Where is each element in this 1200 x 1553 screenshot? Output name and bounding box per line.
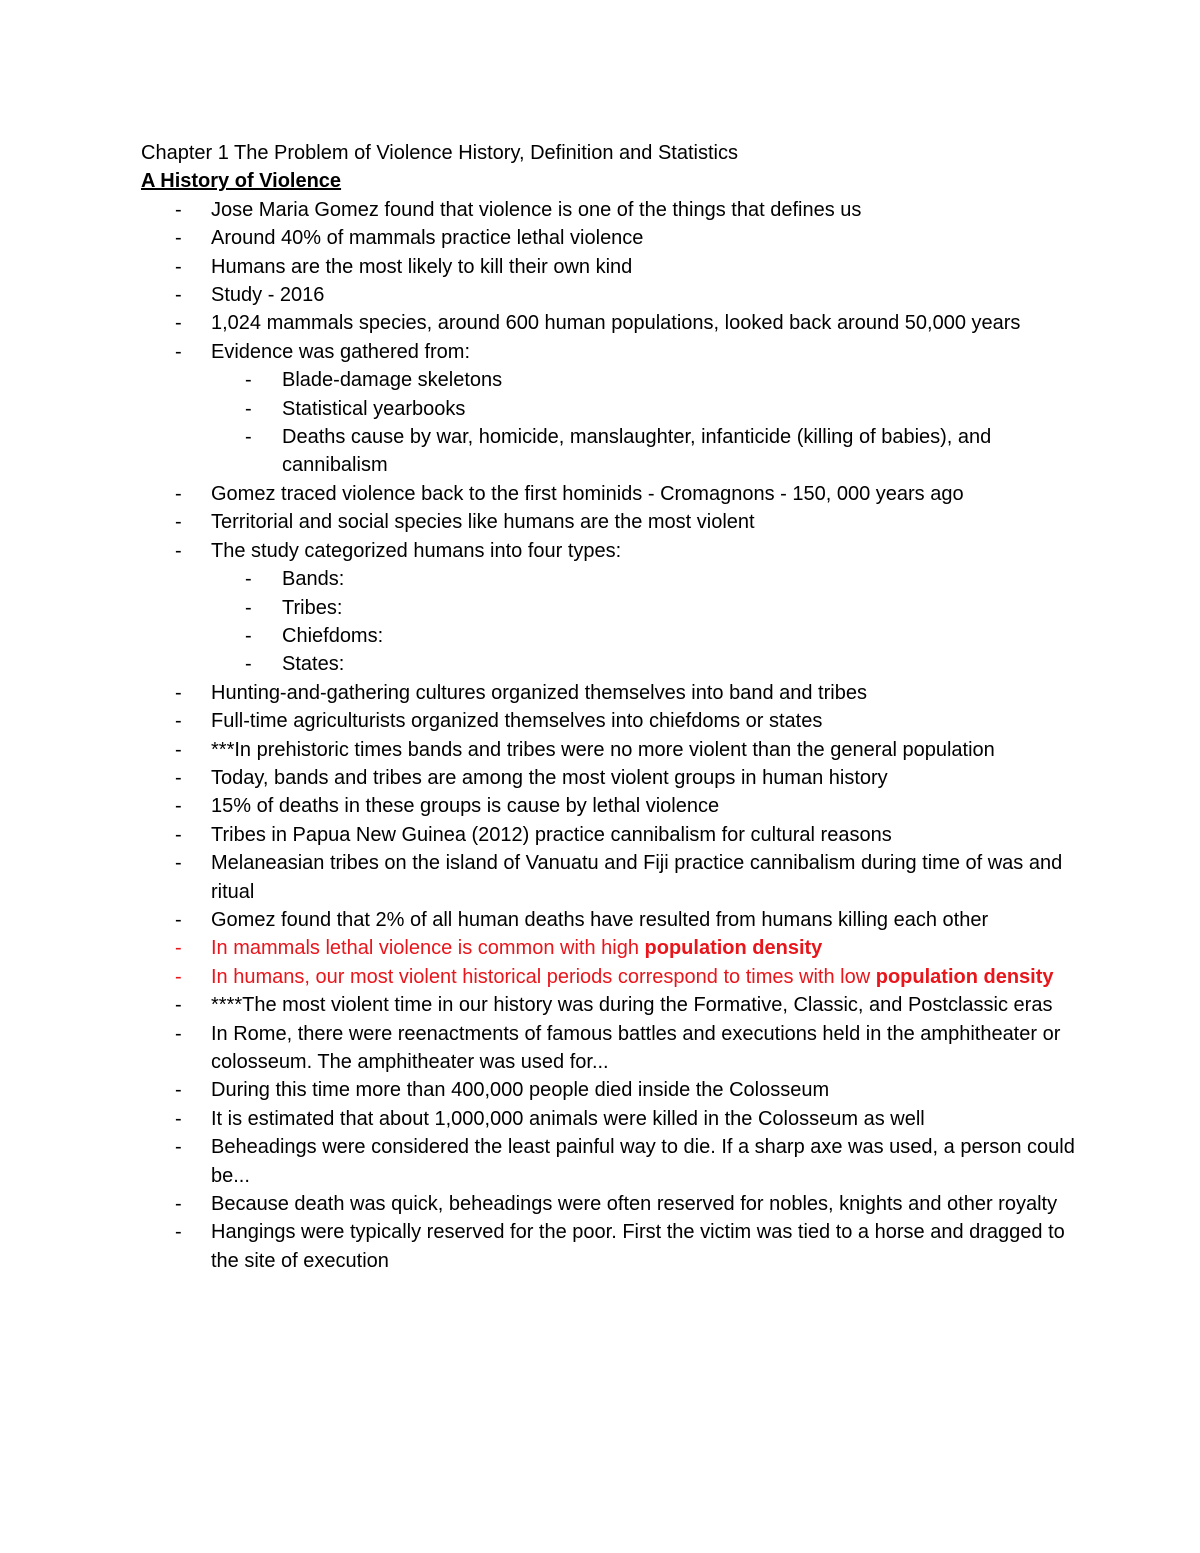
bullet-list [141, 196, 1091, 1275]
sub-list-item-text: Chiefdoms: [282, 624, 384, 647]
bullet-marker: - [175, 795, 182, 818]
bullet-marker: - [245, 397, 252, 420]
list-item-text: Gomez traced violence back to the first hominids - Cromagnons - 150, 000 years ago [211, 482, 964, 505]
bullet-marker: - [175, 227, 182, 250]
bullet-marker: - [175, 738, 182, 761]
list-item-text: ***In prehistoric times bands and tribes were no more violent than the general population [211, 738, 995, 761]
bullet-marker: - [175, 766, 182, 789]
document-body [141, 139, 1091, 1275]
bullet-marker: - [175, 852, 182, 875]
list-item [141, 736, 1091, 764]
bullet-marker: - [175, 340, 182, 363]
list-item-text: In mammals lethal violence is common with high [211, 937, 645, 960]
sub-list-item [211, 423, 1091, 480]
bullet-marker: - [175, 681, 182, 704]
list-item [141, 963, 1091, 991]
bullet-marker: - [175, 710, 182, 733]
bullet-marker: - [175, 1079, 182, 1102]
bullet-marker: - [175, 937, 182, 960]
list-item [141, 224, 1091, 252]
list-item-text: Around 40% of mammals practice lethal violence [211, 227, 644, 250]
sub-list-item [211, 650, 1091, 678]
list-item-text: Full-time agriculturists organized themselves into chiefdoms or states [211, 710, 823, 733]
list-item [141, 821, 1091, 849]
list-item [141, 764, 1091, 792]
bullet-marker: - [175, 539, 182, 562]
bullet-marker: - [175, 312, 182, 335]
bullet-marker: - [175, 1193, 182, 1216]
list-item-text: Today, bands and tribes are among the most violent groups in human history [211, 766, 888, 789]
list-item [141, 253, 1091, 281]
sub-list-item-text: Statistical yearbooks [282, 397, 466, 420]
list-item-text: 15% of deaths in these groups is cause by lethal violence [211, 795, 720, 818]
list-item [141, 338, 1091, 480]
list-item [141, 480, 1091, 508]
sub-list-item-text: Tribes: [282, 596, 343, 619]
bullet-marker: - [245, 426, 252, 449]
bullet-marker: - [175, 511, 182, 534]
bullet-marker: - [175, 994, 182, 1017]
sub-list-item [211, 565, 1091, 593]
bullet-marker: - [175, 965, 182, 988]
sub-list [211, 565, 1091, 679]
sub-list-item [211, 622, 1091, 650]
list-item-text: Melaneasian tribes on the island of Vanuatu and Fiji practice cannibalism during time of was and ritual [211, 852, 1063, 903]
list-item-text: Hunting-and-gathering cultures organized themselves into band and tribes [211, 681, 867, 704]
list-item-text: Territorial and social species like humans are the most violent [211, 511, 755, 534]
sub-list-item-text: Blade-damage skeletons [282, 369, 503, 392]
list-item-text: Hangings were typically reserved for the poor. First the victim was tied to a horse and dragged to the site of execution [211, 1221, 1065, 1272]
section-heading: A History of Violence [141, 170, 342, 193]
list-item [141, 508, 1091, 536]
bullet-marker: - [175, 482, 182, 505]
list-item [141, 906, 1091, 934]
bullet-marker: - [245, 624, 252, 647]
bullet-marker: - [175, 1107, 182, 1130]
list-item-text: Jose Maria Gomez found that violence is one of the things that defines us [211, 198, 862, 221]
bullet-marker: - [175, 1022, 182, 1045]
list-item-text: During this time more than 400,000 people died inside the Colosseum [211, 1079, 830, 1102]
list-item-text: Gomez found that 2% of all human deaths have resulted from humans killing each other [211, 908, 989, 931]
list-item-text: Study - 2016 [211, 284, 325, 307]
bullet-marker: - [245, 653, 252, 676]
sub-list-item-text: Bands: [282, 568, 345, 591]
list-item-text: In Rome, there were reenactments of famous battles and executions held in the amphitheater or colosseum. The amphitheater was used for... [211, 1022, 1061, 1073]
list-item [141, 991, 1091, 1019]
bullet-marker: - [175, 1221, 182, 1244]
bullet-marker: - [175, 198, 182, 221]
list-item [141, 707, 1091, 735]
list-item-text: Evidence was gathered from: [211, 340, 471, 363]
bullet-marker: - [175, 823, 182, 846]
list-item-text: Because death was quick, beheadings were often reserved for nobles, knights and other royalty [211, 1193, 1058, 1216]
list-item [141, 1105, 1091, 1133]
list-item [141, 1190, 1091, 1218]
list-item [141, 281, 1091, 309]
list-item [141, 1133, 1091, 1190]
emphasis-text: population density [875, 965, 1054, 988]
list-item-text: 1,024 mammals species, around 600 human populations, looked back around 50,000 years [211, 312, 1021, 335]
list-item [141, 309, 1091, 337]
bullet-marker: - [175, 908, 182, 931]
list-item-text: ****The most violent time in our history was during the Formative, Classic, and Postclassic eras [211, 994, 1053, 1017]
list-item-text: It is estimated that about 1,000,000 animals were killed in the Colosseum as well [211, 1107, 925, 1130]
list-item [141, 679, 1091, 707]
list-item-text: In humans, our most violent historical periods correspond to times with low [211, 965, 876, 988]
sub-list [211, 366, 1091, 480]
list-item [141, 196, 1091, 224]
bullet-marker: - [175, 284, 182, 307]
list-item [141, 537, 1091, 679]
sub-list-item-text: States: [282, 653, 345, 676]
list-item [141, 1076, 1091, 1104]
sub-list-item [211, 366, 1091, 394]
emphasis-text: population density [644, 937, 823, 960]
bullet-marker: - [245, 568, 252, 591]
list-item [141, 934, 1091, 962]
chapter-title: Chapter 1 The Problem of Violence History, Definition and Statistics [141, 142, 738, 164]
list-item [141, 1218, 1091, 1275]
sub-list-item [211, 395, 1091, 423]
list-item-text: Beheadings were considered the least painful way to die. If a sharp axe was used, a person could be... [211, 1136, 1075, 1187]
bullet-marker: - [175, 1136, 182, 1159]
sub-list-item-text: Deaths cause by war, homicide, manslaughter, infanticide (killing of babies), and cannibalism [282, 426, 992, 477]
sub-list-item [211, 594, 1091, 622]
list-item [141, 792, 1091, 820]
list-item-text: Humans are the most likely to kill their own kind [211, 255, 633, 278]
list-item-text: The study categorized humans into four types: [211, 539, 622, 562]
bullet-marker: - [245, 369, 252, 392]
list-item [141, 849, 1091, 906]
bullet-marker: - [175, 255, 182, 278]
bullet-marker: - [245, 596, 252, 619]
list-item-text: Tribes in Papua New Guinea (2012) practice cannibalism for cultural reasons [211, 823, 892, 846]
list-item [141, 1020, 1091, 1077]
